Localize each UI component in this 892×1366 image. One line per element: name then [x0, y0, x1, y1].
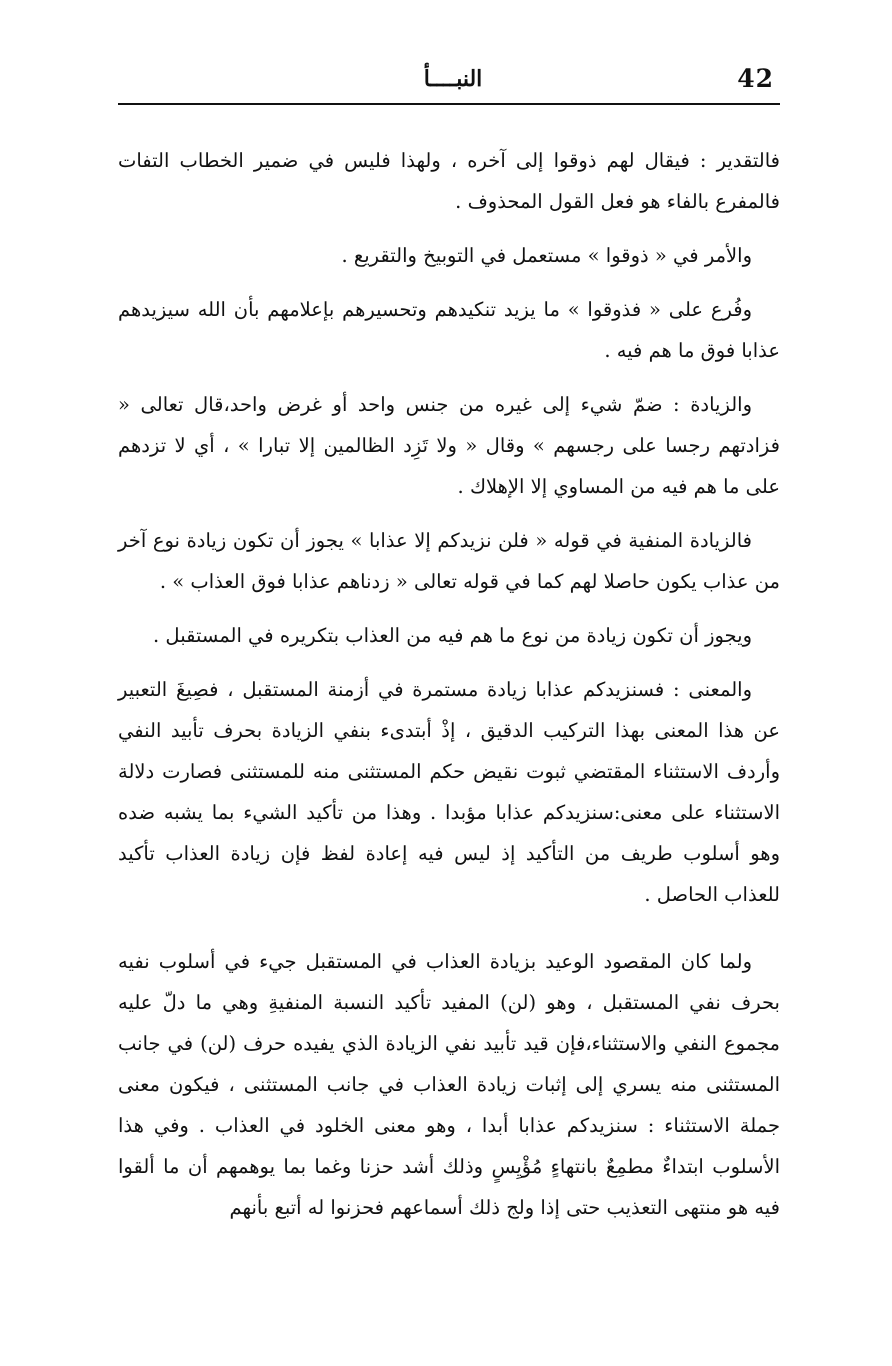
paragraph: ويجوز أن تكون زيادة من نوع ما هم فيه من العذاب بتكريره في المستقبل .: [153, 624, 752, 647]
paragraph: وفُرع على « فذوقوا » ما يزيد تنكيدهم وتحسيرهم بإعلامهم بأن الله سيزيدهم عذابا فوق ما هم فيه .: [118, 298, 780, 362]
paragraph: والمعنى : فسنزيدكم عذابا زيادة مستمرة في أزمنة المستقبل ، فصِيغَ التعبير عن هذا المعنى بهذا التركيب الدقيق ، إذْ أبتدىء بنفي الزيادة بحرف تأبيد النفي وأردف الاستثناء المقتضي ثبوت نقيض حكم المستثنى منه للمستثنى فصارت دلالة الاستثناء على معنى:سنزيدكم عذابا مؤبدا . وهذا من تأكيد الشيء بما يشبه ضده وهو أسلوب طريف من التأكيد إذ ليس فيه إعادة لفظ فإن زيادة العذاب تأكيد للعذاب الحاصل .: [118, 678, 780, 906]
header-divider: [118, 103, 780, 105]
paragraph: والأمر في « ذوقوا » مستعمل في التوبيخ والتقريع .: [341, 244, 752, 267]
page-number: 42: [737, 64, 774, 93]
paragraph: فالتقدير : فيقال لهم ذوقوا إلى آخره ، ولهذا فليس في ضمير الخطاب التفات فالمفرع بالفاء هو فعل القول المحذوف .: [118, 149, 780, 213]
running-title: النبــــأ: [423, 66, 483, 92]
paragraph: والزيادة : ضمّ شيء إلى غيره من جنس واحد أو غرض واحد،قال تعالى « فزادتهم رجسا على رجسهم » وقال « ولا تَزِد الظالمين إلا تبارا » ، أي لا تزدهم على ما هم فيه من المساوي إلا الإهلاك .: [118, 393, 780, 498]
page-header: [118, 60, 780, 100]
paragraph: ولما كان المقصود الوعيد بزيادة العذاب في المستقبل جيء في أسلوب نفيه بحرف نفي المستقبل ، وهو (لن) المفيد تأكيد النسبة المنفيةِ وهي ما دلّ عليه مجموع النفي والاستثناء،فإن قيد تأبيد نفي الزيادة الذي يفيده حرف (لن) في جانب المستثنى منه يسري إلى إثبات زيادة العذاب في جانب المستثنى ، فيكون معنى جملة الاستثناء : سنزيدكم عذابا أبدا ، وهو معنى الخلود في العذاب . وفي هذا الأسلوب ابتداءٌ مطمِعٌ بانتهاءٍ مُؤْيِسٍ وذلك أشد حزنا وغما بما يوهمهم أن ما ألقوا فيه هو منتهى التعذيب حتى إذا ولج ذلك أسماعهم فحزنوا له أتبع بأنهم: [118, 950, 780, 1219]
body-text: [118, 140, 780, 1241]
paragraph: فالزيادة المنفية في قوله « فلن نزيدكم إلا عذابا » يجوز أن تكون زيادة نوع آخر من عذاب يكون حاصلا لهم كما في قوله تعالى « زدناهم عذابا فوق العذاب » .: [118, 529, 780, 593]
